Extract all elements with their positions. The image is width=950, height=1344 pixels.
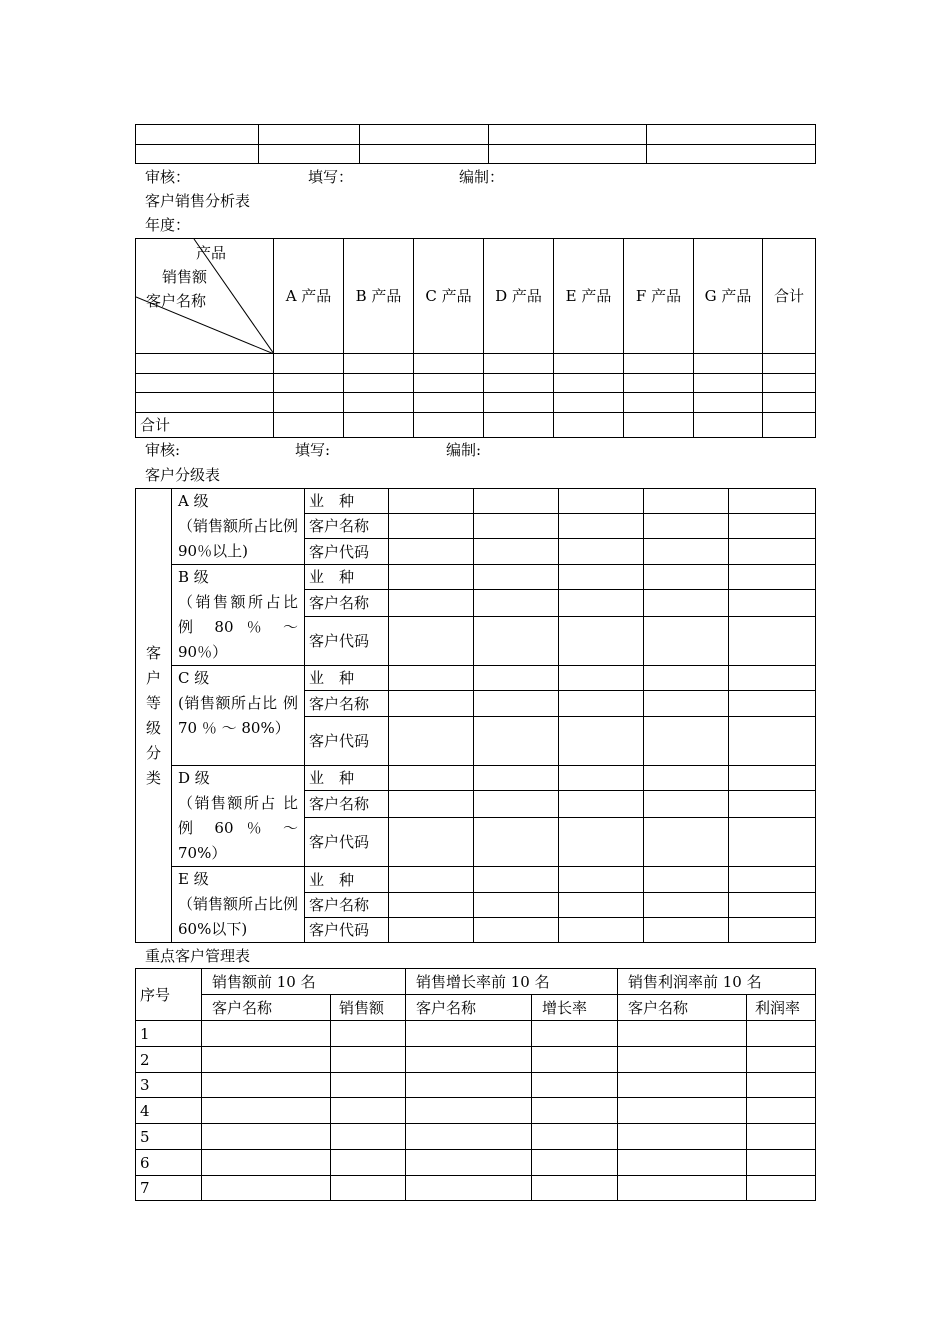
row-label-client-name: 客户名称 (305, 514, 389, 539)
seq-cell: 5 (136, 1124, 202, 1150)
col-header-g: G 产品 (694, 239, 763, 354)
row-label-client-name: 客户名称 (305, 791, 389, 817)
total-row-label: 合计 (136, 413, 274, 438)
seq-cell: 4 (136, 1098, 202, 1124)
diagonal-header-cell (136, 239, 274, 354)
col-header-f: F 产品 (624, 239, 694, 354)
row-label-industry: 业 种 (305, 565, 389, 590)
row-label-industry: 业 种 (305, 666, 389, 691)
col-header-e: E 产品 (554, 239, 624, 354)
row-label-industry: 业 种 (305, 766, 389, 791)
row-label-client-code: 客户代码 (305, 539, 389, 565)
row-label-client-code: 客户代码 (305, 616, 389, 666)
signature-line-1 (145, 166, 504, 188)
sub-header-growth: 增长率 (532, 995, 618, 1021)
top-partial-table (135, 124, 816, 164)
sub-header-client-name: 客户名称 (406, 995, 532, 1021)
col-header-total: 合计 (763, 239, 816, 354)
seq-cell: 7 (136, 1176, 202, 1201)
sales-analysis-table (135, 238, 816, 438)
diag-sales-label: 销售额 (162, 268, 208, 286)
review-label-2: 审核: (145, 441, 181, 459)
sales-analysis-title: 客户销售分析表 (145, 192, 251, 210)
key-clients-table (135, 968, 816, 1201)
diag-client-label: 客户名称 (146, 292, 207, 310)
grade-side-label: 客 户 等 级 分 类 (136, 489, 172, 943)
col-header-d: D 产品 (484, 239, 554, 354)
row-label-client-code: 客户代码 (305, 918, 389, 943)
grading-title: 客户分级表 (145, 466, 221, 484)
row-label-industry: 业 种 (305, 867, 389, 893)
compile-label-2: 编制: (446, 441, 482, 459)
col-header-b: B 产品 (344, 239, 414, 354)
group-header-growth: 销售增长率前 10 名 (406, 969, 618, 995)
grading-table (135, 488, 816, 943)
diag-product-label: 产品 (196, 244, 227, 262)
group-header-profit: 销售利润率前 10 名 (618, 969, 816, 995)
seq-cell: 1 (136, 1021, 202, 1047)
fill-label: 填写： (308, 168, 354, 186)
sub-header-client-name: 客户名称 (618, 995, 747, 1021)
group-header-sales: 销售额前 10 名 (202, 969, 406, 995)
fill-label-2: 填写: (295, 441, 331, 459)
grade-d-cell: D 级 （销售额所占 比 例 60 ％ ～ 70%） (172, 766, 305, 867)
row-label-client-code: 客户代码 (305, 817, 389, 867)
seq-cell: 3 (136, 1073, 202, 1098)
signature-line-2 (145, 439, 481, 461)
compile-label: 编制： (459, 168, 505, 186)
sub-header-profit: 利润率 (747, 995, 816, 1021)
review-label: 审核： (145, 168, 191, 186)
grade-c-cell: C 级 (销售额所占比 例 70 ％ ～ 80%） (172, 666, 305, 766)
row-label-client-code: 客户代码 (305, 717, 389, 766)
row-label-industry: 业 种 (305, 489, 389, 514)
year-label: 年度： (145, 216, 191, 234)
row-label-client-name: 客户名称 (305, 691, 389, 717)
sub-header-sales: 销售额 (331, 995, 406, 1021)
grade-a-cell: A 级 （销售额所占比例 90％以上) (172, 489, 305, 565)
col-header-a: A 产品 (274, 239, 344, 354)
key-clients-title: 重点客户管理表 (145, 947, 251, 965)
seq-cell: 2 (136, 1047, 202, 1073)
sub-header-client-name: 客户名称 (202, 995, 331, 1021)
row-label-client-name: 客户名称 (305, 893, 389, 918)
col-header-c: C 产品 (414, 239, 484, 354)
seq-cell: 6 (136, 1150, 202, 1176)
grade-b-cell: B 级 （销售额所占比 例 80 ％ ～ 90％） (172, 565, 305, 666)
grade-e-cell: E 级 （销售额所占比例 60%以下) (172, 867, 305, 943)
seq-header: 序号 (136, 969, 202, 1021)
row-label-client-name: 客户名称 (305, 590, 389, 616)
